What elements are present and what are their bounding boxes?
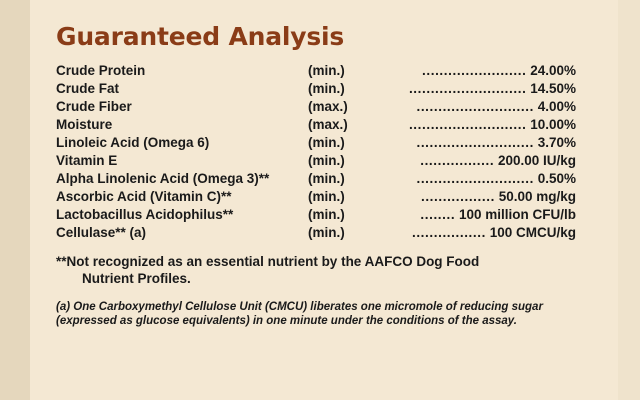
table-row xyxy=(56,223,576,241)
nutrient-value: 0.50% xyxy=(537,170,576,186)
nutrient-name: Lactobacillus Acidophilus** xyxy=(56,206,234,222)
nutrient-value-cell xyxy=(354,61,576,79)
nutrient-value: 100 million CFU/lb xyxy=(458,206,576,222)
nutrient-qualifier: (max.) xyxy=(308,98,348,114)
leader-dots: ........................... xyxy=(408,80,527,96)
nutrient-value: 14.50% xyxy=(530,80,576,96)
nutrient-name: Moisture xyxy=(56,116,113,132)
nutrient-value-cell xyxy=(354,223,576,241)
table-row xyxy=(56,187,576,205)
nutrient-value: 50.00 mg/kg xyxy=(498,188,576,204)
panel-content xyxy=(56,22,614,329)
nutrient-qualifier: (min.) xyxy=(308,224,345,240)
nutrient-name: Linoleic Acid (Omega 6) xyxy=(56,134,210,150)
nutrient-value-cell xyxy=(354,115,576,133)
nutrient-value: 4.00% xyxy=(537,98,576,114)
table-row xyxy=(56,61,576,79)
table-row xyxy=(56,97,576,115)
nutrient-value-cell xyxy=(354,97,576,115)
nutrient-qualifier: (min.) xyxy=(308,134,345,150)
nutrient-value-cell xyxy=(354,79,576,97)
leader-dots: ................. xyxy=(420,188,495,204)
page-title: Guaranteed Analysis xyxy=(56,22,345,51)
nutrient-value-cell xyxy=(354,151,576,169)
leader-dots: ........................... xyxy=(408,116,527,132)
nutrient-qualifier: (min.) xyxy=(308,62,345,78)
nutrient-name: Crude Protein xyxy=(56,62,146,78)
nutrient-value: 24.00% xyxy=(530,62,576,78)
nutrient-value-cell xyxy=(354,133,576,151)
left-margin-strip xyxy=(0,0,30,400)
nutrient-value: 10.00% xyxy=(530,116,576,132)
table-row xyxy=(56,133,576,151)
nutrient-name: Crude Fat xyxy=(56,80,120,96)
table-body xyxy=(56,61,576,241)
leader-dots: ........................... xyxy=(416,170,534,186)
nutrient-qualifier: (min.) xyxy=(308,80,345,96)
nutrient-name: Alpha Linolenic Acid (Omega 3)** xyxy=(56,170,270,186)
leader-dots: ................. xyxy=(411,224,486,240)
nutrient-name: Crude Fiber xyxy=(56,98,132,114)
nutrient-qualifier: (min.) xyxy=(308,206,345,222)
table-row xyxy=(56,115,576,133)
nutrient-value-cell xyxy=(354,205,576,223)
leader-dots: ........ xyxy=(420,206,456,222)
footnote-line-1: **Not recognized as an essential nutrient by the AAFCO Dog Food xyxy=(56,254,480,269)
nutrient-value: 200.00 IU/kg xyxy=(497,152,576,168)
nutrient-name: Cellulase** (a) xyxy=(56,224,147,240)
footnote-aafco xyxy=(56,253,596,288)
nutrient-name: Vitamin E xyxy=(56,152,118,168)
nutrient-value: 100 CMCU/kg xyxy=(489,224,576,240)
nutrient-qualifier: (min.) xyxy=(308,188,345,204)
table-row xyxy=(56,151,576,169)
table-row xyxy=(56,79,576,97)
leader-dots: ................. xyxy=(420,152,495,168)
table-row xyxy=(56,169,576,187)
legal-note-cmcu: (a) One Carboxymethyl Cellulose Unit (CMCU) liberates one micromole of reducing sugar (expressed as glucose equivalents) in one minute under the conditions of the assay. xyxy=(56,300,543,328)
nutrient-value-cell xyxy=(354,169,576,187)
leader-dots: ........................ xyxy=(422,62,527,78)
nutrient-qualifier: (min.) xyxy=(308,170,345,186)
nutrient-qualifier: (min.) xyxy=(308,152,345,168)
leader-dots: ........................... xyxy=(416,98,534,114)
nutrient-qualifier: (max.) xyxy=(308,116,348,132)
guaranteed-analysis-table xyxy=(56,61,576,241)
nutrient-name: Ascorbic Acid (Vitamin C)** xyxy=(56,188,232,204)
right-margin-strip xyxy=(618,0,640,400)
leader-dots: ........................... xyxy=(416,134,534,150)
table-row xyxy=(56,205,576,223)
nutrient-value-cell xyxy=(354,187,576,205)
footnote-line-2: Nutrient Profiles. xyxy=(82,271,191,287)
nutrient-value: 3.70% xyxy=(537,134,576,150)
